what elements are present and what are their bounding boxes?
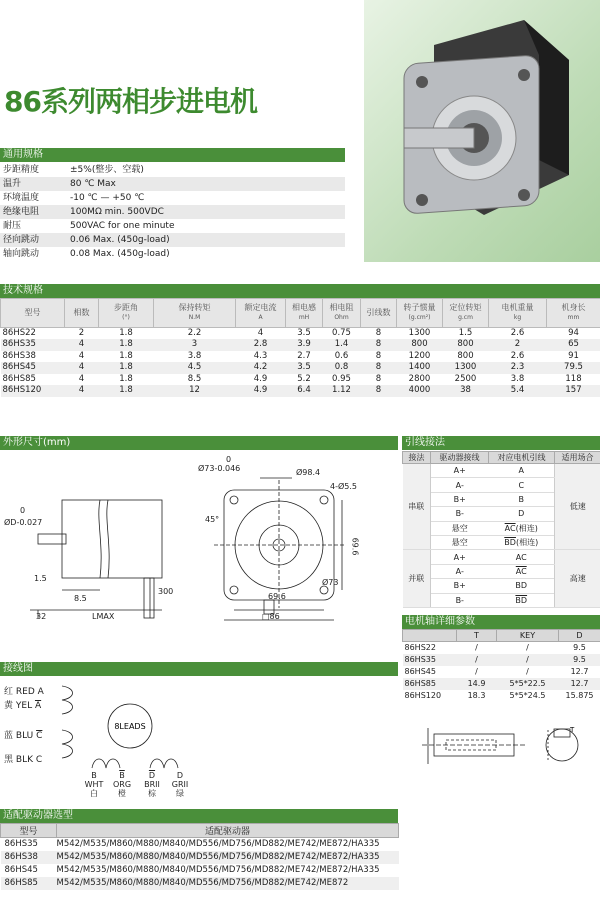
table-cell: 15.875 [565,691,594,700]
bottom-lead-name: ORG [112,780,132,789]
table-cell: 94 [568,328,579,338]
table-cell: 86HS120 [404,691,442,700]
dim-32: 32 [36,612,47,621]
table-cell: 1300 [408,328,431,338]
table-cell: 0.6 [334,350,349,361]
table-cell: 8 [375,350,382,361]
table-cell: 4 [78,350,85,361]
table-cell: 0.75 [332,328,351,338]
bottom-lead-cn: 白 [90,789,98,798]
table-cell: 5.4 [489,385,547,397]
table-row [403,654,600,666]
table-cell: 8.5 [187,373,202,384]
tech-col-header [547,299,600,328]
table-cell: / [526,643,529,653]
table-cell: M542/M535/M860/M880/M840/MD556/MD756/MD882/ME742/ME872/HA335 [56,839,380,850]
table-cell: 800 [457,350,474,361]
table-cell: 86HS22 [404,643,436,653]
table-cell: 86HS35 [4,839,38,850]
motor-lead-note: (相连) [515,523,538,533]
motor-lead-text: $\overline{BD}$ [515,595,528,605]
dim-69-6-vertical: 69.6 [350,537,360,556]
connection-diagram [0,676,398,806]
driver-terminal: B+ [431,579,489,593]
table-cell: 3.5 [297,328,311,338]
section-header-dims: 外形尺寸(mm) [0,436,398,450]
table-cell: 8 [361,339,397,351]
motor-lead-text: B [518,494,524,504]
driver-table [0,823,399,890]
driver-terminal: A+ [431,464,489,478]
tech-col-unit: Ohm [334,314,349,321]
center-label: 8LEADS [114,722,146,731]
shaft-t-label: T [570,726,575,734]
table-cell: 8 [361,362,397,374]
table-cell: 3.5 [286,362,323,374]
general-spec-row [0,177,345,191]
table-cell: 79.5 [547,362,600,374]
table-cell: 2 [489,339,547,351]
dim-1-5: 1.5 [34,574,47,583]
table-cell: 86HS22 [2,328,36,338]
table-cell: 91 [568,350,579,361]
bottom-lead-cn: 橙 [118,789,126,798]
shaft-col-header: D [559,630,600,642]
shaft-col-header: KEY [497,630,559,642]
table-row [1,838,399,851]
wiring-row [403,550,600,564]
motor-lead-text: $\overline{AC}$ [515,566,527,576]
wiring-application: 低速 [555,464,600,550]
table-cell: 4.9 [236,385,286,397]
tech-col-name: 步距角 [114,303,138,312]
motor-lead [489,593,555,607]
tech-spec-table [0,298,600,397]
table-cell: 86HS35 [403,654,457,666]
page-title: 86系列两相步进电机 [4,85,257,118]
table-cell: 4 [65,339,99,351]
driver-terminal: A- [431,478,489,492]
general-spec-row [0,219,345,233]
motor-lead [489,478,555,492]
table-cell: 157 [547,385,600,397]
table-cell: 9.5 [573,643,586,653]
section-header-wiring: 引线接法 [402,436,600,450]
wiring-col-header: 对应电机引线 [489,452,555,464]
table-cell: 1400 [397,362,443,374]
table-row [1,877,399,890]
driver-terminal: B- [431,507,489,521]
tech-col-unit: mH [298,314,310,321]
dimension-drawing-lines [0,450,398,650]
spec-value: 80 ℃ Max [70,179,116,189]
bottom-lead [108,771,136,798]
table-cell: 86HS45 [1,362,65,374]
table-cell: / [526,667,529,676]
motor-lead [489,535,555,549]
dim-8-5: 8.5 [74,594,87,603]
shaft-detail-drawing [402,720,600,772]
bottom-lead-name: BRII [144,780,160,789]
section-header-shaft: 电机轴详细参数 [402,615,600,629]
spec-value: 500VAC for one minute [70,221,175,231]
wiring-mode: 并联 [403,550,431,608]
table-cell: 86HS45 [4,865,38,875]
bottom-lead [166,771,194,798]
driver-terminal: B+ [431,492,489,506]
tech-col-name: 相数 [73,308,90,317]
table-cell: 2.7 [297,350,311,361]
lead-name: BLU [15,731,34,741]
dim-shaft-zero: 0 [20,506,26,515]
table-cell: 4 [65,385,99,397]
driver-terminal: 悬空 [431,535,489,549]
table-cell: M542/M535/M860/M880/M840/MD556/MD756/MD882/ME742/ME872 [57,877,399,890]
bottom-lead-cn: 绿 [176,789,184,798]
wiring-col-header: 适用场合 [555,452,600,464]
wiring-row [403,464,600,478]
table-cell: M542/M535/M860/M880/M840/MD556/MD756/MD882/ME742/ME872/HA335 [57,851,399,864]
table-cell: 1.12 [323,385,361,397]
table-row [1,339,600,351]
motor-lead-text: C [518,480,525,490]
driver-terminal: A+ [431,550,489,564]
table-cell: 86HS85 [1,877,57,890]
table-cell: 86HS38 [2,350,36,361]
motor-lead [489,492,555,506]
table-row [1,328,600,340]
tech-col-name: 电机重量 [501,303,534,312]
table-cell: 3 [154,339,236,351]
driver-col-header: 型号 [1,824,57,838]
dim-pilot: Ø73-0.046 [198,464,241,473]
lead-pin: $\overline{C}$ [36,731,43,741]
tech-col-unit: g.cm [458,314,473,321]
table-row [1,362,600,374]
motor-lead [489,507,555,521]
table-cell: / [497,654,559,666]
lead-pin: A [37,687,44,697]
table-cell: 9.5 [559,654,600,666]
table-cell: 12 [154,385,236,397]
table-cell: 2.6 [510,350,525,361]
bottom-lead-pin: $\overline{D}$ [148,771,156,780]
table-cell: 5*5*24.5 [509,691,546,700]
tech-col-header [99,299,154,328]
bottom-lead-cn: 棕 [148,789,156,798]
lead-cn: 红 [4,687,14,697]
table-cell: 2.8 [236,339,286,351]
table-row [1,374,600,386]
spec-value: 100MΩ min. 500VDC [70,207,164,217]
table-row [1,851,399,864]
dim-pilot-zero: 0 [226,455,232,464]
table-cell: 1.8 [99,339,154,351]
lead-label [4,752,42,765]
lead-label [4,698,41,711]
table-cell: 8 [375,328,382,338]
page-header [0,80,360,120]
table-cell: 1300 [443,362,489,374]
tech-col-header [154,299,236,328]
tech-col-unit: kg [513,314,522,321]
table-cell: 1.8 [99,385,154,397]
table-cell: 3.9 [286,339,323,351]
dim-bolt-circle: Ø98.4 [296,468,321,477]
motor-lead-text: BD [515,581,528,591]
table-cell: 86HS85 [403,678,457,690]
dim-69-6-horizontal: 69.6 [268,592,286,601]
bottom-lead-name: WHT [84,780,104,789]
table-cell: 38 [443,385,489,397]
table-cell: 800 [397,339,443,351]
tech-col-unit: (g.cm²) [408,314,431,321]
motor-lead-text: $\overline{BD}$ [504,538,516,548]
table-cell: 86HS120 [1,385,65,397]
bottom-lead [80,771,108,798]
table-cell: 2.2 [187,328,202,338]
driver-terminal: 悬空 [431,521,489,535]
table-cell: 4.3 [253,350,268,361]
bottom-lead [138,771,166,798]
table-cell: 4.9 [253,373,268,384]
driver-terminal: A- [431,564,489,578]
table-cell: 4 [65,362,99,374]
table-cell: 118 [565,373,582,384]
lead-name: YEL [15,701,33,711]
tech-col-name: 转子惯量 [403,303,436,312]
table-cell: 3.8 [187,350,202,361]
table-cell: 65 [547,339,600,351]
tech-col-name: 保持转矩 [178,303,211,312]
bottom-lead-name: GRII [171,780,189,789]
table-cell: 1.4 [323,339,361,351]
general-spec-row [0,163,345,177]
spec-label: 径向跳动 [3,235,40,245]
motor-lead-text: A [518,466,524,476]
table-cell: 1.8 [99,362,154,374]
spec-label: 步距精度 [3,165,40,175]
table-cell: 1.8 [119,350,133,361]
table-row [403,678,600,690]
general-spec-row [0,205,345,219]
spec-label: 环境温度 [3,193,40,203]
table-cell: 86HS35 [1,339,65,351]
tech-col-header [397,299,443,328]
table-cell: 2 [78,328,85,338]
tech-col-name: 机身长 [561,303,586,312]
table-row [403,666,600,678]
tech-col-name: 相电阻 [329,303,354,312]
table-cell: 0.8 [323,362,361,374]
lead-name: BLK [15,755,33,765]
tech-col-header [323,299,361,328]
table-cell: 800 [443,339,489,351]
tech-col-header [361,299,397,328]
spec-label: 轴向跳动 [3,249,40,259]
motor-lead-text: $\overline{AC}$ [504,523,516,533]
shaft-col-header [403,630,457,642]
dim-shaft-diameter: ØD-0.027 [4,518,43,527]
motor-lead-text: D [518,509,525,519]
section-header-driver: 适配驱动器选型 [0,809,398,823]
table-cell: / [475,643,478,653]
table-cell: 5.2 [297,373,311,384]
wiring-col-header: 驱动器接线 [431,452,489,464]
table-cell: 86HS38 [1,851,57,864]
lead-pin: C [35,755,43,765]
table-row [403,642,600,654]
motor-lead [489,564,555,578]
lead-cn: 黄 [4,701,14,711]
table-cell: / [457,654,497,666]
bottom-lead-pin: B [91,771,97,780]
table-cell: M542/M535/M860/M880/M840/MD556/MD756/MD882/ME742/ME872/HA335 [56,865,380,875]
lead-label [4,684,44,697]
table-cell: 1.8 [119,373,133,384]
table-cell: 86HS85 [2,373,36,384]
table-cell: 3.8 [510,373,525,384]
tech-col-name: 引线数 [366,308,391,317]
wiring-application: 高速 [555,550,600,608]
driver-col-header: 适配驱动器 [57,824,399,838]
table-cell: 4 [78,373,85,384]
dim-holes: 4-Ø5.5 [330,482,357,491]
connection-diagram-lines [0,676,398,806]
table-cell: 14.9 [457,678,497,690]
table-cell: 0.95 [332,373,351,384]
tech-col-header [489,299,547,328]
tech-col-header [443,299,489,328]
motor-lead-text: AC [515,552,527,562]
spec-value: 0.06 Max. (450g-load) [70,235,170,245]
table-cell: 8 [375,373,382,384]
lead-name: RED [15,687,35,697]
spec-value: 0.08 Max. (450g-load) [70,249,170,259]
table-cell: 86HS45 [404,667,436,676]
tech-col-header [236,299,286,328]
tech-col-header [286,299,323,328]
table-row [1,351,600,363]
product-photo-area [364,0,600,262]
table-cell: 5*5*22.5 [497,678,559,690]
general-spec-row [0,233,345,247]
table-cell: 4 [257,328,264,338]
bottom-lead-pin: $\overline{B}$ [119,771,125,780]
table-cell: 12.7 [570,667,589,676]
dim-angle: 45° [205,515,220,524]
table-cell: 6.4 [286,385,323,397]
motor-lead [489,579,555,593]
lead-cn: 蓝 [4,731,14,741]
table-cell: 18.3 [467,691,486,700]
tech-col-unit: mm [567,314,580,321]
section-header-tech: 技术规格 [0,284,600,298]
table-cell: 1.8 [119,328,133,338]
shaft-table [402,629,600,702]
tech-col-header [65,299,99,328]
table-cell: 4.5 [154,362,236,374]
tech-col-name: 型号 [24,308,41,317]
table-row [403,690,600,702]
tech-col-unit: (°) [122,314,130,321]
tech-col-unit: A [258,314,263,321]
tech-col-name: 定位转矩 [449,303,482,312]
spec-label: 耐压 [3,221,22,231]
bottom-lead-pin: D [176,771,184,780]
dim-square-86: □86 [262,612,280,621]
driver-terminal: B- [431,593,489,607]
stepper-motor-photo [364,0,600,262]
motor-lead-note: (相连) [515,538,539,548]
table-cell: 2800 [408,373,431,384]
wiring-mode: 串联 [403,464,431,550]
motor-lead [489,521,555,535]
spec-label: 绝缘电阻 [3,207,40,217]
table-cell: / [475,667,478,676]
tech-col-header [1,299,65,328]
tech-col-unit: N.M [188,314,201,321]
table-cell: 4.2 [236,362,286,374]
table-cell: 12.7 [559,678,600,690]
motor-lead [489,550,555,564]
shaft-col-header: T [457,630,497,642]
table-cell: 8 [361,385,397,397]
table-cell: 4000 [397,385,443,397]
dim-300: 300 [158,587,174,596]
motor-lead [489,464,555,478]
dim-73: Ø73 [322,578,339,587]
wiring-col-header: 接法 [403,452,431,464]
spec-label: 温升 [3,179,22,189]
table-cell: 2.6 [510,328,525,338]
section-header-general: 通用规格 [0,148,345,162]
spec-value: -10 ℃ — +50 ℃ [70,193,145,203]
lead-label [4,728,42,741]
table-row [1,864,399,877]
section-header-conn: 接线图 [0,662,398,676]
table-cell: 1.5 [458,328,473,338]
dim-lmax: LMAX [92,612,115,621]
lead-pin: $\overline{A}$ [34,701,42,711]
wiring-table [402,451,600,608]
general-spec-row [0,247,345,261]
lead-cn: 黑 [4,755,14,765]
tech-col-name: 相电感 [292,303,316,312]
tech-col-name: 额定电流 [244,303,277,312]
table-cell: 1200 [408,350,431,361]
spec-value: ±5%(整步、空载) [70,165,144,175]
dimension-drawing [0,450,398,650]
table-row [1,385,600,397]
table-cell: 2.3 [489,362,547,374]
table-cell: 2500 [454,373,477,384]
general-spec-row [0,191,345,205]
